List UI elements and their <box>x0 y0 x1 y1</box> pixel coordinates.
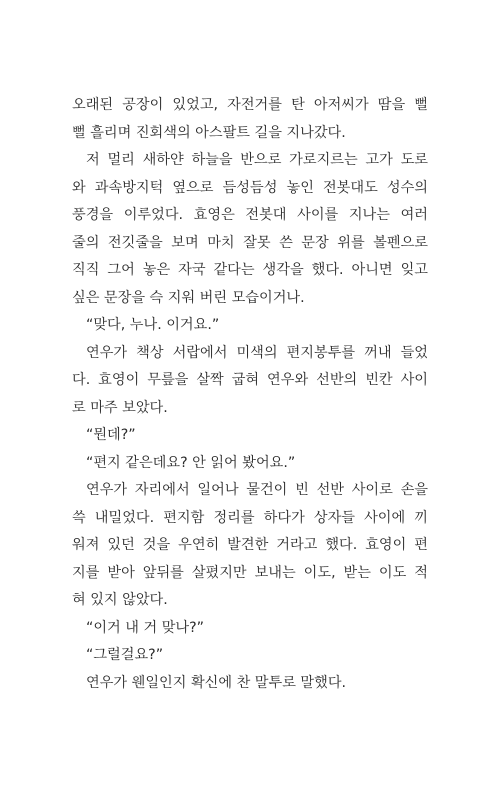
paragraph-4-line-1: 연우가 책상 서랍에서 미색의 편지봉투를 꺼내 들었 <box>86 344 428 361</box>
paragraph-2-line-4: 줄의 전깃줄을 보며 마치 잘못 쓴 문장 위를 볼펜으로 <box>72 234 428 251</box>
paragraph-7-line-2: 쓱 내밀었다. 편지함 정리를 하다가 상자들 사이에 끼 <box>72 509 428 526</box>
paragraph-4-line-3: 로 마주 보았다. <box>72 399 168 416</box>
paragraph-7-line-5: 혀 있지 않았다. <box>72 592 168 608</box>
dialogue-line: “뭔데?” <box>86 427 136 443</box>
dialogue-line: “이거 내 거 맞나?” <box>86 619 204 636</box>
paragraph-2-line-1: 저 멀리 새하얀 하늘을 반으로 가로지르는 고가 도로 <box>86 152 428 168</box>
paragraph-2-line-3: 풍경을 이루었다. 효영은 전봇대 사이를 지나는 여러 <box>72 207 428 223</box>
paragraph-7-line-4: 지를 받아 앞뒤를 살폈지만 보내는 이도, 받는 이도 적 <box>72 564 428 581</box>
paragraph-7-line-1: 연우가 자리에서 일어나 물건이 빈 선반 사이로 손을 <box>86 482 428 498</box>
paragraph-2-line-6: 싶은 문장을 슥 지워 버린 모습이거나. <box>72 289 305 306</box>
paragraph-7-line-3: 워져 있던 것을 우연히 발견한 거라고 했다. 효영이 편 <box>72 537 428 553</box>
paragraph-10-line-1: 연우가 웬일인지 확신에 찬 말투로 말했다. <box>86 674 347 691</box>
paragraph-4-line-2: 다. 효영이 무릎을 살짝 굽혀 연우와 선반의 빈칸 사이 <box>72 372 428 388</box>
paragraph-1-line-2: 뻘 흘리며 진회색의 아스팔트 길을 지나갔다. <box>72 124 346 141</box>
dialogue-line: “편지 같은데요? 안 읽어 봤어요.” <box>86 454 296 471</box>
dialogue-line: “맞다, 누나. 이거요.” <box>86 317 220 333</box>
paragraph-1-line-1: 오래된 공장이 있었고, 자전거를 탄 아저씨가 땀을 뻘 <box>72 97 428 113</box>
paragraph-2-line-2: 와 과속방지턱 옆으로 듬성듬성 놓인 전봇대도 성수의 <box>72 179 428 196</box>
dialogue-line: “그럴걸요?” <box>86 647 164 663</box>
body-text <box>72 92 428 697</box>
paragraph-2-line-5: 직직 그어 놓은 자국 같다는 생각을 했다. 아니면 잊고 <box>72 262 428 278</box>
